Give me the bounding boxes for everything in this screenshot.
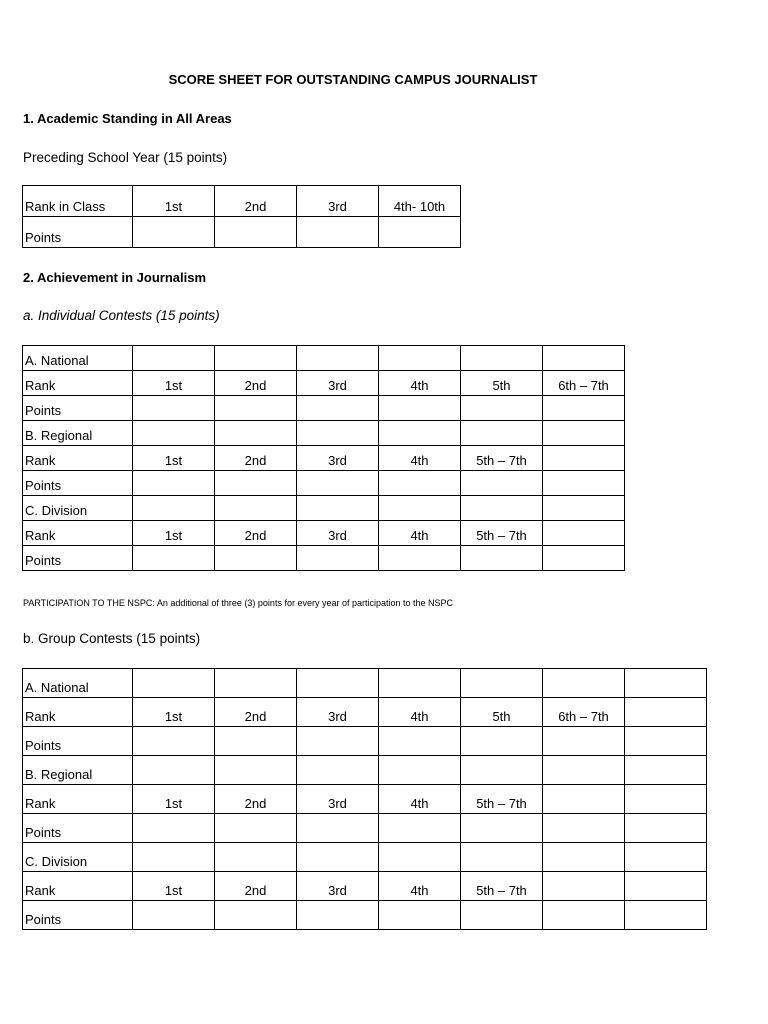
table-cell: 5th: [461, 371, 543, 396]
table-cell: [297, 843, 379, 872]
table-cell: [543, 901, 625, 930]
table-cell: [543, 814, 625, 843]
table-cell: [297, 814, 379, 843]
table-cell: [133, 814, 215, 843]
table-cell: [461, 471, 543, 496]
table-cell: [543, 546, 625, 571]
table-cell: [215, 669, 297, 698]
row-label-cell: Rank in Class: [23, 186, 133, 217]
row-label-cell: Points: [23, 217, 133, 248]
page-title: SCORE SHEET FOR OUTSTANDING CAMPUS JOURNALIST: [168, 72, 538, 87]
table-cell: 1st: [133, 872, 215, 901]
table-cell: [461, 496, 543, 521]
table-cell: [297, 901, 379, 930]
table-cell: [625, 872, 707, 901]
table-cell: [215, 471, 297, 496]
table-row: [23, 446, 625, 471]
table-row: [23, 217, 461, 248]
table-cell: [543, 756, 625, 785]
table-cell: [543, 669, 625, 698]
table-cell: [461, 727, 543, 756]
table-cell: 2nd: [215, 872, 297, 901]
table-row: [23, 872, 707, 901]
table-cell: [215, 756, 297, 785]
table-cell: [461, 421, 543, 446]
table-cell: 4th: [379, 371, 461, 396]
group-contests-table: [22, 668, 707, 930]
table-row: [23, 727, 707, 756]
table-cell: 2nd: [215, 186, 297, 217]
table-cell: [215, 346, 297, 371]
table-cell: [379, 421, 461, 446]
table-cell: [133, 346, 215, 371]
table-cell: [625, 814, 707, 843]
table-cell: [133, 756, 215, 785]
table-cell: 5th – 7th: [461, 872, 543, 901]
table-cell: [379, 669, 461, 698]
row-label-cell: Points: [23, 546, 133, 571]
table-cell: [543, 496, 625, 521]
table-row: [23, 785, 707, 814]
table-cell: [215, 901, 297, 930]
table-cell: [133, 496, 215, 521]
table-cell: [543, 785, 625, 814]
table-cell: [543, 346, 625, 371]
table-cell: [379, 901, 461, 930]
individual-contests-subheading: a. Individual Contests (15 points): [23, 308, 220, 323]
table-row: [23, 546, 625, 571]
table-cell: [379, 396, 461, 421]
row-label-cell: C. Division: [23, 496, 133, 521]
table-row: [23, 496, 625, 521]
table-cell: [215, 217, 297, 248]
table-cell: 1st: [133, 371, 215, 396]
table-cell: [461, 843, 543, 872]
table-cell: 2nd: [215, 446, 297, 471]
table-cell: [215, 843, 297, 872]
table-cell: 4th: [379, 521, 461, 546]
table-cell: [543, 521, 625, 546]
table-cell: [461, 901, 543, 930]
table-cell: [215, 727, 297, 756]
table-cell: [297, 471, 379, 496]
table-row: [23, 698, 707, 727]
nspc-participation-note: PARTICIPATION TO THE NSPC: An additional of three (3) points for every year of participation to the NSPC: [23, 598, 454, 608]
table-row: [23, 346, 625, 371]
table-cell: [379, 814, 461, 843]
row-label-cell: Rank: [23, 521, 133, 546]
table-cell: [379, 217, 461, 248]
table-cell: 4th: [379, 698, 461, 727]
table-cell: [543, 396, 625, 421]
table-cell: 4th: [379, 446, 461, 471]
table-cell: [215, 546, 297, 571]
table-cell: [379, 546, 461, 571]
table-cell: [379, 756, 461, 785]
row-label-cell: Points: [23, 396, 133, 421]
table-cell: [297, 421, 379, 446]
table-cell: [461, 814, 543, 843]
table-cell: 2nd: [215, 521, 297, 546]
table-row: [23, 471, 625, 496]
table-cell: 3rd: [297, 785, 379, 814]
table-cell: [133, 217, 215, 248]
table-cell: [625, 669, 707, 698]
table-cell: [297, 669, 379, 698]
row-label-cell: A. National: [23, 669, 133, 698]
table-cell: [461, 346, 543, 371]
table-cell: 3rd: [297, 446, 379, 471]
table-cell: [297, 496, 379, 521]
table-row: [23, 421, 625, 446]
table-row: [23, 843, 707, 872]
table-cell: [379, 496, 461, 521]
table-cell: [133, 669, 215, 698]
row-label-cell: Rank: [23, 371, 133, 396]
table-cell: [543, 727, 625, 756]
table-cell: [379, 471, 461, 496]
row-label-cell: Points: [23, 471, 133, 496]
section-1-heading: 1. Academic Standing in All Areas: [23, 111, 232, 126]
academic-standing-table: [22, 185, 461, 248]
table-row: [23, 186, 461, 217]
table-cell: [133, 546, 215, 571]
table-cell: [543, 843, 625, 872]
table-cell: [215, 814, 297, 843]
table-cell: 3rd: [297, 521, 379, 546]
row-label-cell: Rank: [23, 698, 133, 727]
table-cell: 5th – 7th: [461, 446, 543, 471]
table-cell: [297, 346, 379, 371]
table-row: [23, 669, 707, 698]
table-row: [23, 756, 707, 785]
table-cell: 1st: [133, 698, 215, 727]
table-cell: [297, 727, 379, 756]
table-cell: [133, 727, 215, 756]
row-label-cell: C. Division: [23, 843, 133, 872]
individual-contests-table: [22, 345, 625, 571]
table-row: [23, 901, 707, 930]
table-cell: [133, 396, 215, 421]
table-cell: [625, 785, 707, 814]
table-cell: 4th- 10th: [379, 186, 461, 217]
table-cell: 1st: [133, 186, 215, 217]
table-cell: 5th: [461, 698, 543, 727]
table-cell: 6th – 7th: [543, 371, 625, 396]
table-cell: [543, 471, 625, 496]
table-cell: 5th – 7th: [461, 785, 543, 814]
table-cell: 1st: [133, 785, 215, 814]
table-cell: [625, 727, 707, 756]
table-row: [23, 371, 625, 396]
table-cell: [461, 396, 543, 421]
table-cell: 3rd: [297, 698, 379, 727]
table-cell: [133, 901, 215, 930]
group-contests-subheading: b. Group Contests (15 points): [23, 631, 201, 646]
table-cell: 2nd: [215, 785, 297, 814]
table-cell: 3rd: [297, 872, 379, 901]
section-2-heading: 2. Achievement in Journalism: [23, 270, 207, 285]
row-label-cell: Points: [23, 727, 133, 756]
table-cell: [297, 217, 379, 248]
row-label-cell: Points: [23, 901, 133, 930]
table-cell: [625, 901, 707, 930]
table-cell: [461, 546, 543, 571]
table-cell: 3rd: [297, 186, 379, 217]
table-cell: 2nd: [215, 371, 297, 396]
table-cell: [297, 396, 379, 421]
section-1-subheading: Preceding School Year (15 points): [23, 150, 228, 165]
table-row: [23, 521, 625, 546]
table-cell: [215, 496, 297, 521]
table-cell: [297, 546, 379, 571]
table-cell: 5th – 7th: [461, 521, 543, 546]
row-label-cell: B. Regional: [23, 756, 133, 785]
table-cell: 3rd: [297, 371, 379, 396]
table-cell: [297, 756, 379, 785]
row-label-cell: B. Regional: [23, 421, 133, 446]
table-cell: [133, 421, 215, 446]
table-cell: [543, 872, 625, 901]
table-cell: [215, 396, 297, 421]
row-label-cell: Rank: [23, 785, 133, 814]
table-cell: 1st: [133, 521, 215, 546]
table-cell: [379, 727, 461, 756]
table-cell: [543, 421, 625, 446]
table-cell: [379, 843, 461, 872]
table-cell: [461, 756, 543, 785]
table-cell: 2nd: [215, 698, 297, 727]
table-cell: [625, 698, 707, 727]
table-cell: 6th – 7th: [543, 698, 625, 727]
row-label-cell: A. National: [23, 346, 133, 371]
table-cell: 4th: [379, 872, 461, 901]
table-cell: [133, 471, 215, 496]
table-cell: [543, 446, 625, 471]
table-cell: [625, 843, 707, 872]
table-row: [23, 396, 625, 421]
table-row: [23, 814, 707, 843]
table-cell: [379, 346, 461, 371]
table-cell: [625, 756, 707, 785]
row-label-cell: Rank: [23, 446, 133, 471]
table-cell: [461, 669, 543, 698]
table-cell: 1st: [133, 446, 215, 471]
row-label-cell: Rank: [23, 872, 133, 901]
table-cell: [215, 421, 297, 446]
row-label-cell: Points: [23, 814, 133, 843]
table-cell: [133, 843, 215, 872]
table-cell: 4th: [379, 785, 461, 814]
